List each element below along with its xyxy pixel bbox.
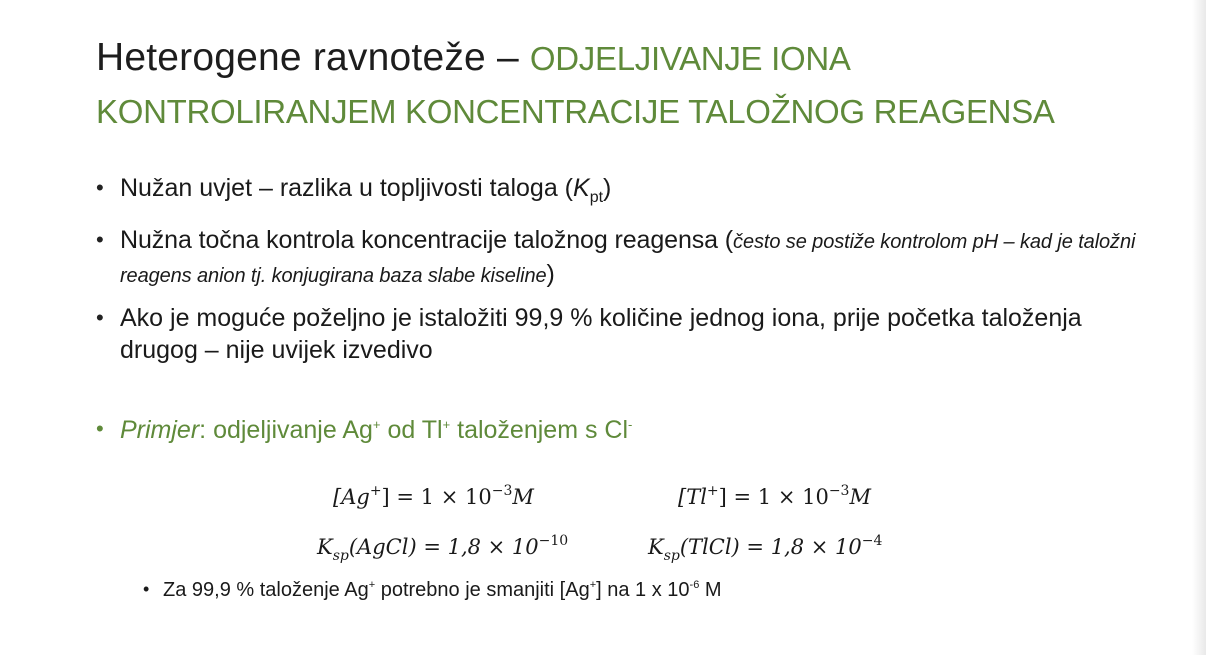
example-label: Primjer <box>120 416 200 444</box>
equation-tl-concentration <box>678 483 871 509</box>
equation-ksp-agcl <box>317 533 568 564</box>
eq3-rhs: (AgCl) = 1,8 × 10 <box>348 535 539 559</box>
eq3-k: K <box>317 535 333 559</box>
bullet-condition <box>96 172 1136 214</box>
title-plain-text: Heterogene ravnoteže – <box>96 36 530 79</box>
eq1-unit: M <box>512 485 534 509</box>
example-text-2: od Tl <box>380 416 443 444</box>
note-bullet <box>143 579 722 602</box>
eq4-sub: sp <box>663 548 680 564</box>
eq3-sub: sp <box>332 548 349 564</box>
example-sup-2: + <box>442 417 451 432</box>
note-sup-1: + <box>368 579 376 591</box>
eq4-rhs: (TlCl) = 1,8 × 10 <box>679 535 862 559</box>
kpt-symbol: K <box>573 174 590 202</box>
title-line-1 <box>96 38 1176 77</box>
note-text-2: potrebno je smanjiti [Ag <box>375 579 590 601</box>
bullet-control-text: Nužna točna kontrola koncentracije taložnog reagensa ( <box>120 226 734 254</box>
eq3-exp: −10 <box>538 533 569 549</box>
example-text-1: : odjeljivanje Ag <box>199 416 373 444</box>
bullet-control <box>96 224 1136 292</box>
example-text-3: taloženjem s Cl <box>450 416 629 444</box>
title-green-text-2: KONTROLIRANJEM KONCENTRACIJE TALOŽNOG REAGENSA <box>96 93 1055 130</box>
bullet-list <box>96 172 1136 366</box>
eq4-k: K <box>648 535 664 559</box>
eq4-exp: −4 <box>861 533 883 549</box>
note-text-1: Za 99,9 % taloženje Ag <box>163 579 369 601</box>
slide-title <box>96 38 1176 128</box>
kpt-subscript: pt <box>589 189 604 206</box>
equation-ag-concentration <box>333 483 534 509</box>
bullet-condition-close: ) <box>603 174 612 202</box>
eq1-sup: + <box>369 483 382 499</box>
bullet-control-italic: često se postiže kontrolom pH – kad je taložni reagens anion tj. konjugirana baza slabe kiseline <box>120 231 1136 287</box>
example-bullet <box>96 416 632 445</box>
note-sup-3: -6 <box>689 579 700 591</box>
note-text-4: M <box>699 579 722 601</box>
eq2-rhs: ] = 1 × 10 <box>718 485 829 509</box>
example-sup-3: - <box>628 417 633 432</box>
page-edge-shadow <box>1192 0 1206 655</box>
eq1-rhs: ] = 1 × 10 <box>381 485 492 509</box>
note-sup-2: + <box>589 579 597 591</box>
title-green-text-1: ODJELJIVANJE IONA <box>529 40 851 77</box>
example-sup-1: + <box>372 417 381 432</box>
note-text-3: ] na 1 x 10 <box>596 579 690 601</box>
eq2-sup: + <box>706 483 719 499</box>
eq2-unit: M <box>849 485 871 509</box>
eq1-lhs: [Ag <box>333 485 370 509</box>
eq1-exp: −3 <box>491 483 513 499</box>
bullet-control-close: ) <box>546 260 555 288</box>
equation-ksp-tlcl <box>648 533 882 564</box>
bullet-precipitate-text: Ako je moguće poželjno je istaložiti 99,9 % količine jednog iona, prije početka taloženja drugog – nije uvijek izvedivo <box>120 304 1082 364</box>
bullet-condition-text: Nužan uvjet – razlika u topljivosti taloga ( <box>120 174 574 202</box>
eq2-lhs: [Tl <box>678 485 707 509</box>
eq2-exp: −3 <box>828 483 850 499</box>
bullet-precipitate <box>96 302 1136 366</box>
